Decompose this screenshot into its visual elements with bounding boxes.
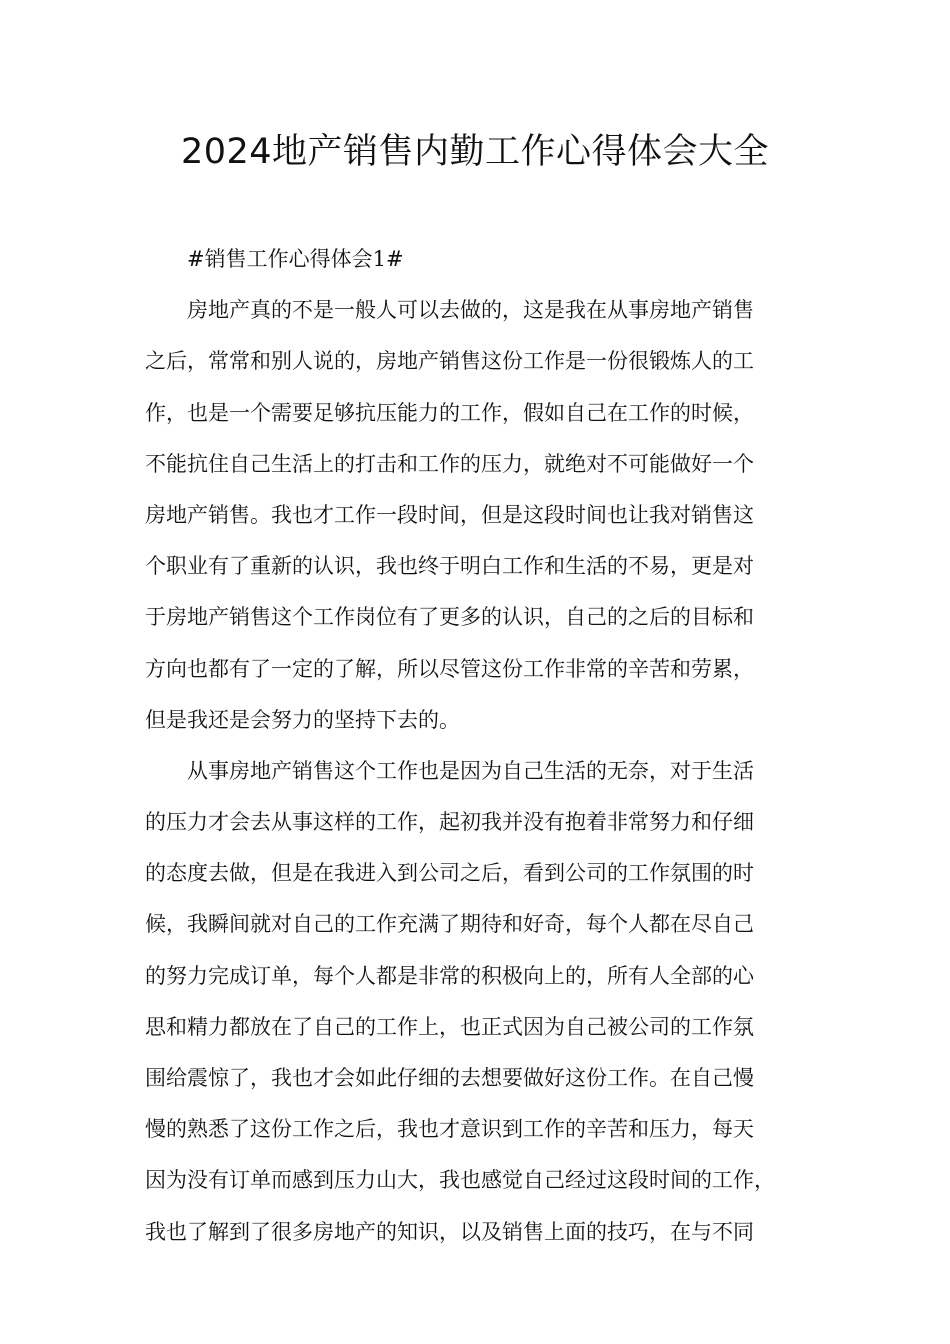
paragraph-line: 个职业有了重新的认识，我也终于明白工作和生活的不易，更是对	[145, 554, 754, 579]
paragraph-line: 作，也是一个需要足够抗压能力的工作，假如自己在工作的时候，	[145, 400, 754, 425]
paragraph-line: 慢的熟悉了这份工作之后，我也才意识到工作的辛苦和压力，每天	[145, 1117, 754, 1142]
paragraph-line: 的努力完成订单，每个人都是非常的积极向上的，所有人全部的心	[145, 963, 754, 988]
paragraph-line: 的压力才会去从事这样的工作，起初我并没有抱着非常努力和仔细	[145, 810, 754, 835]
paragraph-line: 我也了解到了很多房地产的知识，以及销售上面的技巧，在与不同	[145, 1219, 754, 1244]
paragraph-line: 不能抗住自己生活上的打击和工作的压力，就绝对不可能做好一个	[145, 451, 754, 476]
paragraph-line: 候，我瞬间就对自己的工作充满了期待和好奇，每个人都在尽自己	[145, 912, 754, 937]
section-heading: #销售工作心得体会1#	[187, 247, 404, 271]
paragraph-line: 因为没有订单而感到压力山大，我也感觉自己经过这段时间的工作，	[145, 1168, 775, 1193]
paragraph-line: 但是我还是会努力的坚持下去的。	[145, 707, 460, 732]
paragraph-line: 之后，常常和别人说的，房地产销售这份工作是一份很锻炼人的工	[145, 349, 754, 374]
paragraph-line: 房地产销售。我也才工作一段时间，但是这段时间也让我对销售这	[145, 502, 754, 527]
document-body	[145, 234, 825, 1258]
paragraph-line: 的态度去做，但是在我进入到公司之后，看到公司的工作氛围的时	[145, 861, 754, 886]
paragraph-line: 方向也都有了一定的了解，所以尽管这份工作非常的辛苦和劳累，	[145, 656, 754, 681]
document-title: 2024地产销售内勤工作心得体会大全	[180, 132, 770, 172]
paragraph-line: 房地产真的不是一般人可以去做的，这是我在从事房地产销售	[187, 298, 754, 323]
paragraph-line: 思和精力都放在了自己的工作上，也正式因为自己被公司的工作氛	[145, 1014, 754, 1039]
paragraph-line: 于房地产销售这个工作岗位有了更多的认识，自己的之后的目标和	[145, 605, 754, 630]
paragraph-line: 从事房地产销售这个工作也是因为自己生活的无奈，对于生活	[187, 758, 754, 783]
paragraph-line: 围给震惊了，我也才会如此仔细的去想要做好这份工作。在自己慢	[145, 1066, 754, 1090]
